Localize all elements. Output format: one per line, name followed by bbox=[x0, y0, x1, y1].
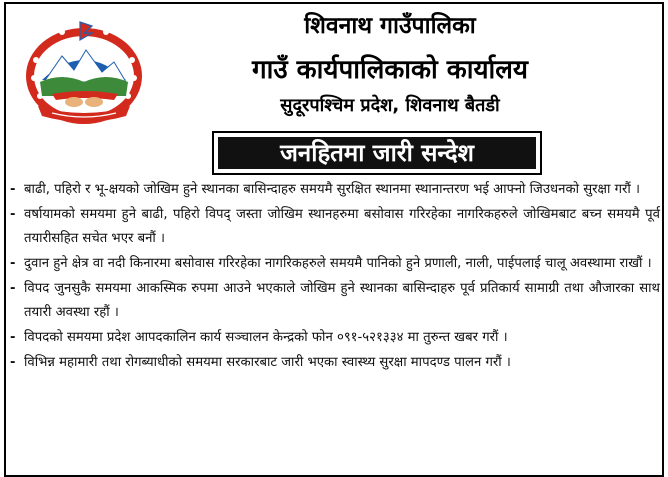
list-item-text: दुवान हुने क्षेत्र वा नदी किनारमा बसोवास गरिरहेका नागरिकहरुले समयमै पानिको हुने प्रणाली, नाली, पाईपलाई चालू अवस्थामा राखौं । bbox=[24, 256, 652, 271]
list-item bbox=[10, 351, 660, 375]
bullet-marker: - bbox=[10, 182, 16, 197]
government-emblem-icon bbox=[22, 20, 146, 128]
bullet-marker: - bbox=[10, 281, 16, 296]
list-item bbox=[10, 178, 660, 202]
list-item-text: विभिन्न महामारी तथा रोगब्याधीको समयमा सरकारबाट जारी भएका स्वास्थ्य सुरक्षा मापदण्ड पालन गरौं । bbox=[24, 355, 511, 370]
list-item-text: वर्षायामको समयमा हुने बाढी, पहिरो विपद् जस्ता जोखिम स्थानहरुमा बसोवास गरिरहेका नागरिकहरुले जोखिमबाट बच्न समयमै पूर्व तयारीसहित सचेत भएर बनौं । bbox=[24, 207, 660, 246]
list-item-text: बाढी, पहिरो र भू-क्षयको जोखिम हुने स्थानका बासिन्दाहरु समयमै सुरक्षित स्थानमा स्थानान्तरण भई आफ्नो जिउधनको सुरक्षा गरौं । bbox=[24, 182, 641, 197]
bullet-marker: - bbox=[10, 256, 16, 271]
list-item bbox=[10, 203, 660, 251]
address-line: सुदूरपश्चिम प्रदेश, शिवनाथ बैतडी bbox=[280, 95, 500, 116]
list-item-text: विपदको समयमा प्रदेश आपदकालिन कार्य सञ्चालन केन्द्रको फोन ०९१-५२१३३४ मा तुरुन्त खबर गरौं । bbox=[24, 330, 508, 345]
bullet-marker: - bbox=[10, 330, 16, 345]
office-title: गाउँ कार्यपालिकाको कार्यालय bbox=[252, 55, 528, 85]
notice-banner bbox=[212, 131, 542, 175]
notice-list bbox=[10, 178, 660, 376]
list-item bbox=[10, 326, 660, 350]
list-item-text: विपद जुनसुकै समयमा आकस्मिक रुपमा आउने भएकाले जोखिम हुने स्थानका बासिन्दाहरु पूर्व प्रतिकार्य सामाग्री तथा औजारका साथ तयारी अवस्था रहौं । bbox=[24, 281, 660, 320]
list-item bbox=[10, 277, 660, 325]
list-item bbox=[10, 252, 660, 276]
municipality-title: शिवनाथ गाउँपालिका bbox=[304, 13, 476, 39]
bullet-marker: - bbox=[10, 207, 16, 222]
bullet-marker: - bbox=[10, 355, 16, 370]
notice-title: जनहितमा जारी सन्देश bbox=[218, 137, 536, 169]
